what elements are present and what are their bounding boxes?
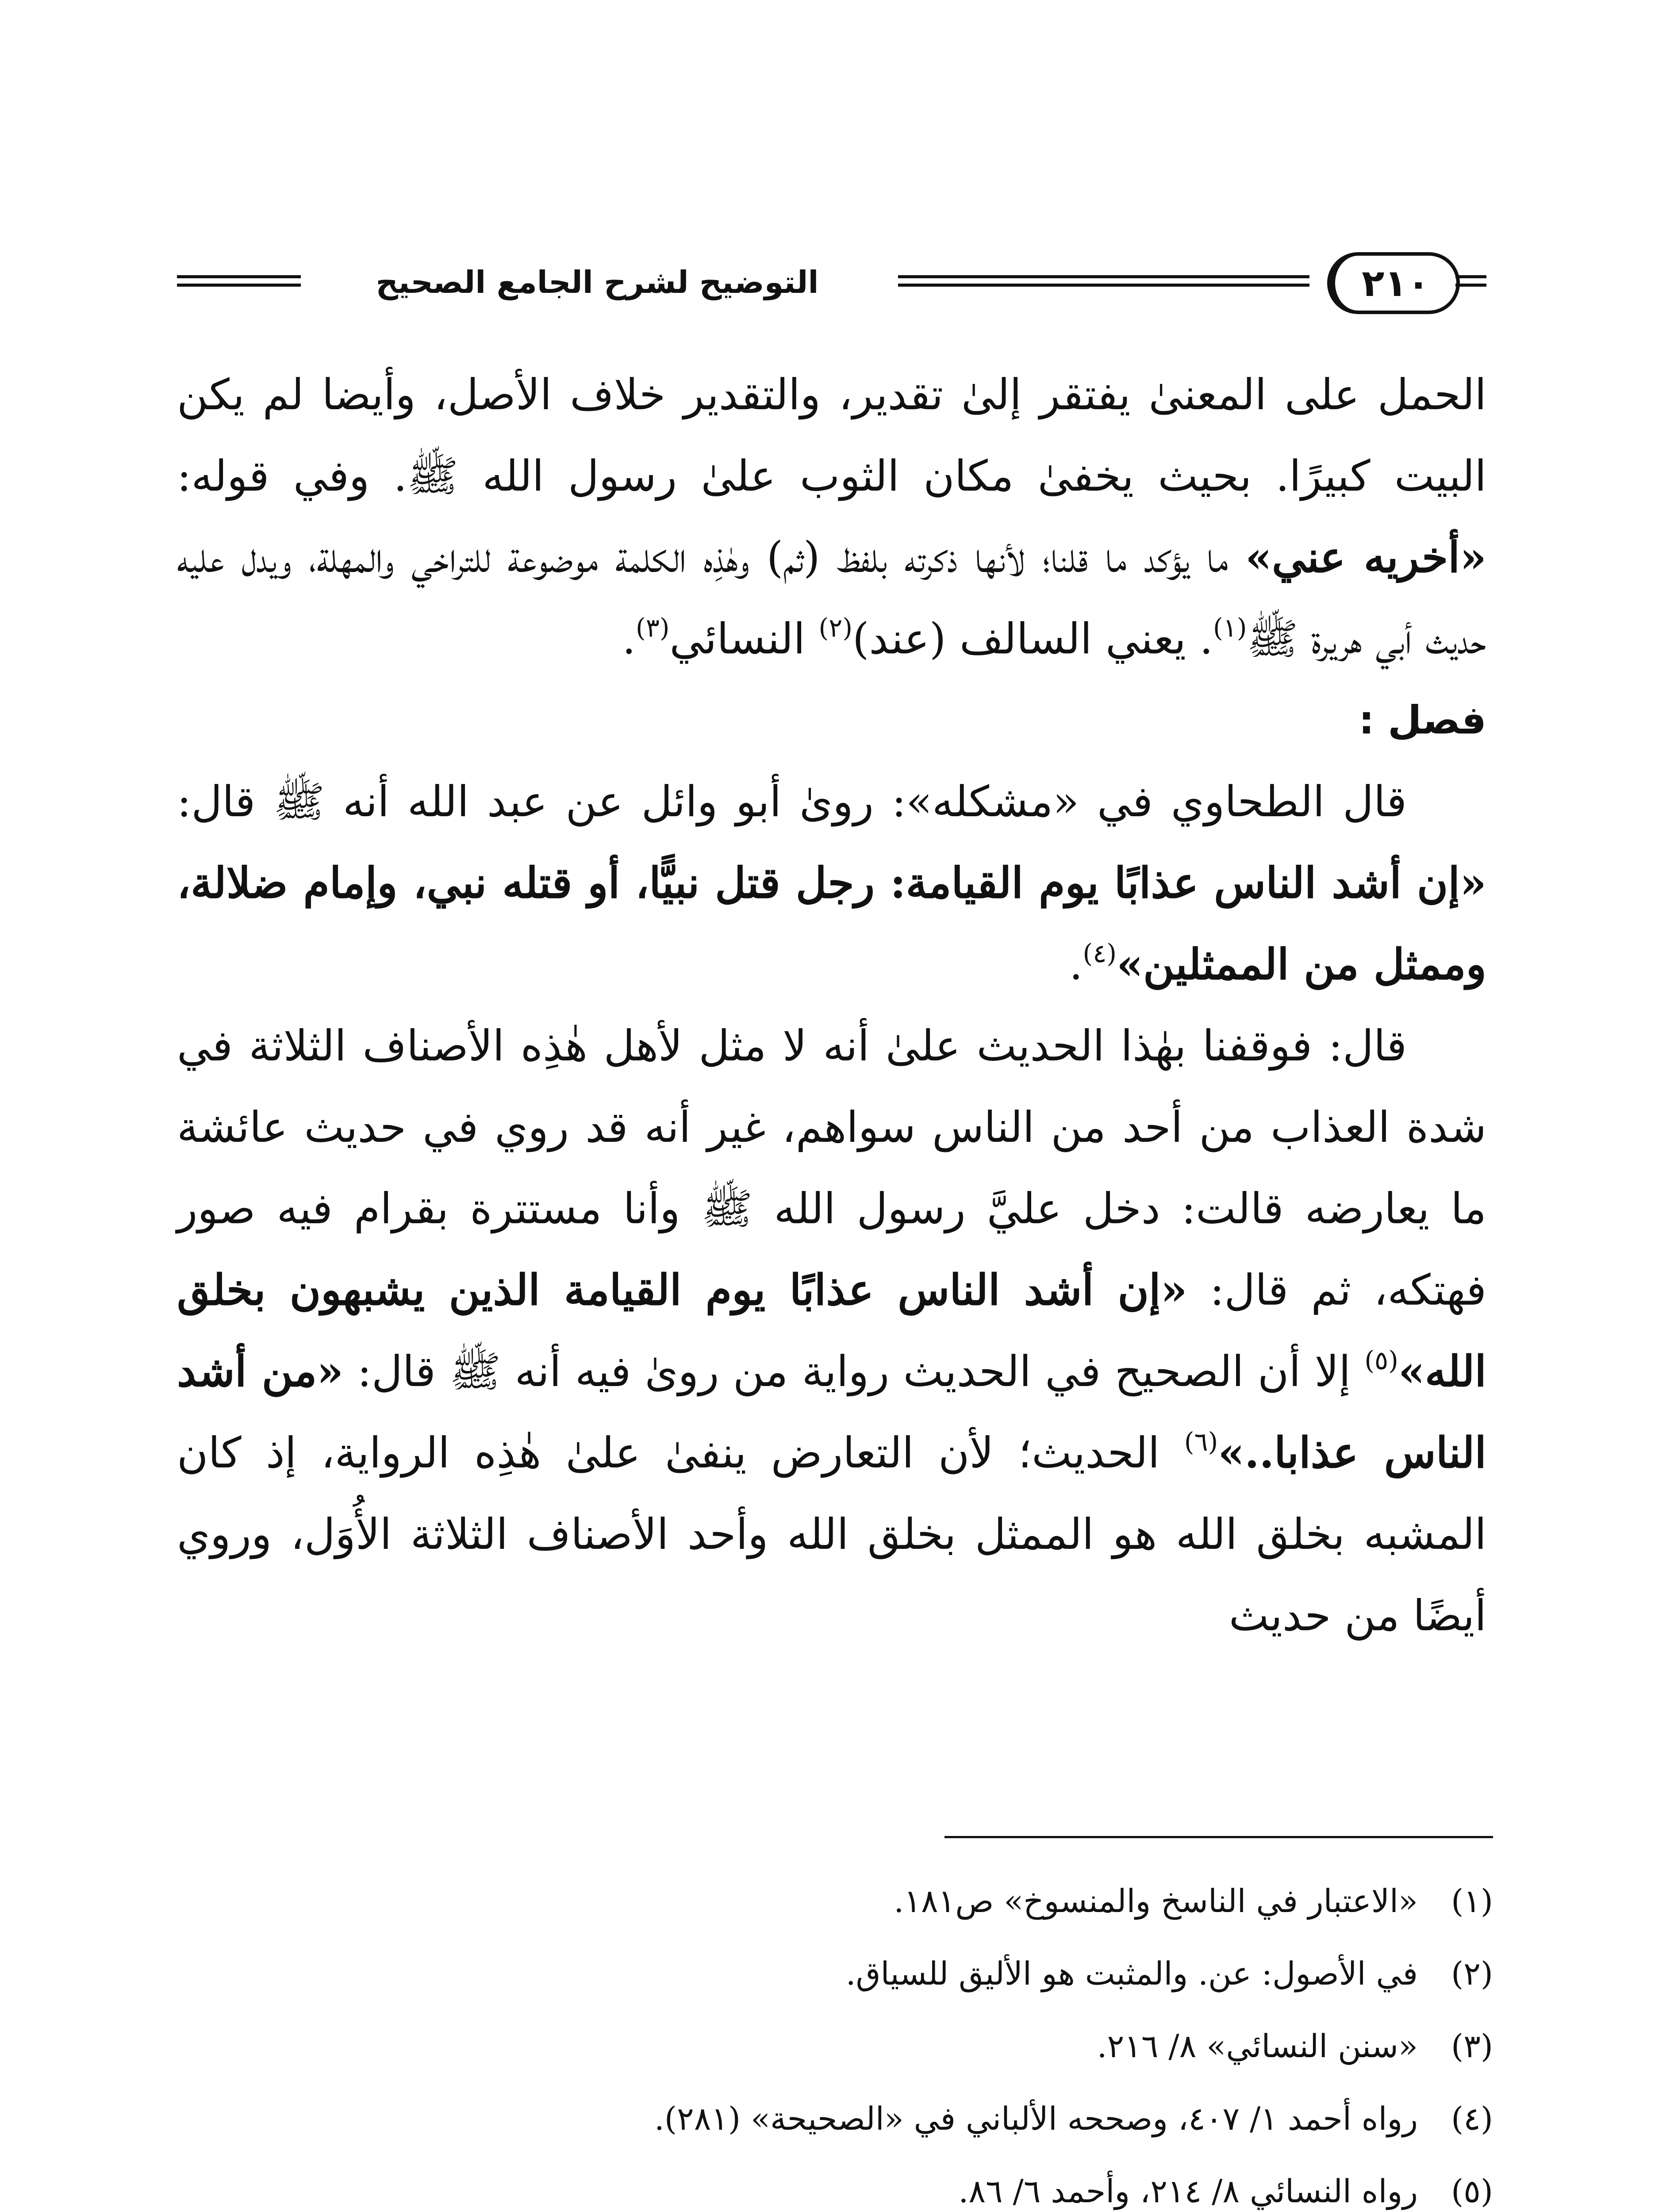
footnote-ref-3[interactable]: (٣): [636, 613, 670, 643]
footnote-text: «الاعتبار في الناسخ والمنسوخ» ص١٨١.: [894, 1882, 1418, 1920]
footnote-number: (٥): [1451, 2173, 1493, 2210]
header-rule-middle: [898, 275, 1309, 278]
paragraph-2: [177, 761, 1486, 1005]
paragraph-1-text-4: النسائي: [669, 614, 819, 664]
running-title: التوضيح لشرح الجامع الصحيح: [376, 264, 819, 300]
footnote-number: (٢): [1451, 1955, 1493, 1992]
footnote-text: «سنن النسائي» ٨/ ٢١٦.: [1097, 2028, 1418, 2065]
paragraph-1-quote-1: «أخريه عني»: [1245, 532, 1487, 582]
paragraph-1-text-2: ما يؤكد ما قلنا؛ لأنها ذكرته بلفظ (ثم) وهٰذِه الكلمة موضوعة للتراخي والمهلة، ويدل عليه حديث أبي هريرة ﷺ: [177, 533, 1486, 664]
footnote-item: [184, 1937, 1493, 2010]
footnote-item: [184, 2082, 1493, 2155]
footnote-ref-5[interactable]: (٥): [1364, 1345, 1398, 1375]
paragraph-3-quote-2: «من أشد الناس عذابا..»: [177, 1346, 1487, 1478]
paragraph-1: [177, 354, 1486, 680]
paragraph-1-text-5: .: [622, 614, 636, 664]
main-text: [177, 354, 1486, 1656]
footnote-ref-1[interactable]: (١): [1213, 613, 1247, 643]
footnotes-list: [184, 1865, 1493, 2212]
footnote-number: (٤): [1451, 2100, 1493, 2137]
footnote-number: (٣): [1451, 2028, 1493, 2065]
footnote-text: رواه أحمد ١/ ٤٠٧، وصححه الألباني في «الصحيحة» (٢٨١).: [654, 2100, 1418, 2137]
page-header: [177, 248, 1486, 319]
paragraph-3-quote-1: «إن أشد الناس عذابًا يوم القيامة الذين يشبهون بخلق الله»: [177, 1265, 1487, 1396]
paragraph-3-text-3: الحديث؛ لأن التعارض ينفىٰ علىٰ هٰذِه الرواية، إذ كان المشبه بخلق الله هو الممثل بخلق الله وأحد الأصناف الثلاثة الأُوَل، وروي أيضًا من حديث: [177, 1428, 1486, 1640]
footnote-item: [184, 2010, 1493, 2082]
footnote-number: (١): [1451, 1882, 1493, 1920]
footnote-ref-6[interactable]: (٦): [1184, 1427, 1218, 1457]
paragraph-3-text-2: إلا أن الصحيح في الحديث رواية من روىٰ فيه أنه ﷺ قال:: [343, 1347, 1365, 1396]
paragraph-2-quote-1: «إن أشد الناس عذابًا يوم القيامة: رجل قتل نبيًّا، أو قتله نبي، وإمام ضلالة، وممثل من الممثلين»: [177, 858, 1486, 989]
paragraph-1-text-1: الحمل على المعنىٰ يفتقر إلىٰ تقدير، والتقدير خلاف الأصل، وأيضا لم يكن البيت كبيرًا. بحيث يخفىٰ مكان الثوب علىٰ رسول الله ﷺ. وفي قوله:: [177, 370, 1486, 501]
footnote-text: رواه النسائي ٨/ ٢١٤، وأحمد ٦/ ٨٦.: [958, 2173, 1418, 2210]
footnote-ref-4[interactable]: (٤): [1083, 938, 1117, 968]
paragraph-2-text-1: قال الطحاوي في «مشكله»: روىٰ أبو وائل عن عبد الله أنه ﷺ قال:: [177, 777, 1407, 826]
paragraph-3: [177, 1005, 1486, 1656]
footnote-separator: [944, 1836, 1493, 1838]
paragraph-3-text-1: قال: فوقفنا بهٰذا الحديث علىٰ أنه لا مثل لأهل هٰذِه الأصناف الثلاثة في شدة العذاب من أحد من الناس سواهم، غير أنه قد روي في حديث عائشة ما يعارضه قالت: دخل عليَّ رسول الله ﷺ وأنا مستترة بقرام فيه صور فهتكه، ثم قال:: [177, 1021, 1487, 1315]
footnote-text: في الأصول: عن. والمثبت هو الأليق للسياق.: [845, 1955, 1418, 1992]
header-rule-left: [177, 275, 301, 278]
page-number: ٢١٠: [1327, 252, 1460, 314]
paragraph-1-text-3: . يعني السالف (عند): [852, 614, 1213, 664]
footnote-item: [184, 2155, 1493, 2212]
header-rule-right: [1455, 275, 1486, 278]
footnote-ref-2[interactable]: (٢): [818, 613, 852, 643]
section-heading: فصل :: [1359, 697, 1486, 743]
paragraph-2-text-2: .: [1069, 940, 1083, 989]
footnote-item: [184, 1865, 1493, 1937]
